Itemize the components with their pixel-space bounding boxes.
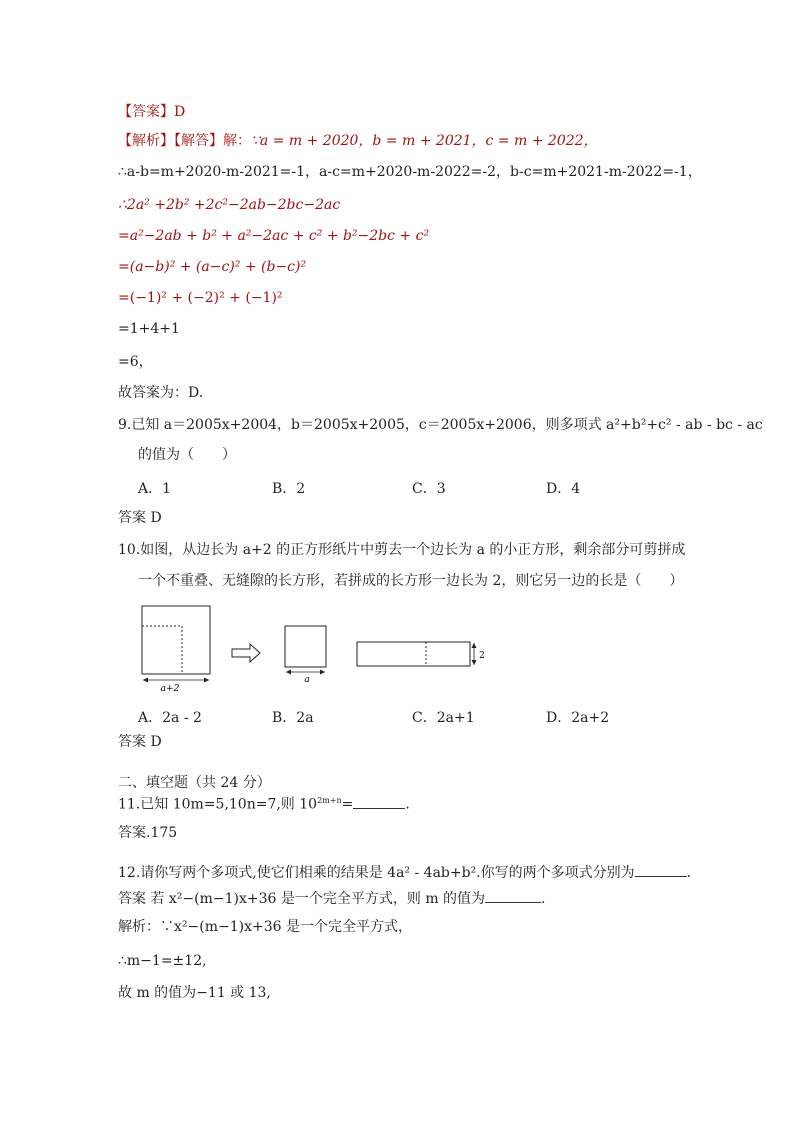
solution-conclusion: 故答案为：D. xyxy=(118,385,204,401)
answer-line xyxy=(118,103,185,121)
q12-blank xyxy=(635,864,687,877)
answer-label: 【答案】 xyxy=(118,104,174,120)
q9-stem-1: 9.已知 a＝2005x+2004，b＝2005x+2005，c＝2005x+2006，则多项式 a²+b²+c² - ab - bc - ac xyxy=(118,417,763,433)
small-square xyxy=(285,626,326,667)
q9-answer: 答案 D xyxy=(118,510,162,526)
q11-stem-text: 11.已知 10m=5,10n=7,则 10 xyxy=(118,796,318,813)
q10-stem-1: 10.如图，从边长为 a+2 的正方形纸片中剪去一个边长为 a 的小正方形，剩余部分可剪拼成 xyxy=(118,542,686,558)
solution-line-1: ∴a-b=m+2020-m-2021=-1，a-c=m+2020-m-2022=-2，b-c=m+2021-m-2022=-1， xyxy=(118,164,702,180)
q9-option-d: D．4 xyxy=(546,481,581,497)
q11-period: . xyxy=(405,796,410,813)
q10-option-d: D．2a+2 xyxy=(546,710,610,726)
q10-option-c: C．2a+1 xyxy=(412,710,475,726)
q10-stem-2: 一个不重叠、无缝隙的长方形，若拼成的长方形一边长为 2，则它另一边的长是（ ） xyxy=(138,573,684,589)
solution-label: 【解析】【解答】解： xyxy=(118,133,251,149)
answer-value: D xyxy=(174,104,186,120)
solution-line-2: ∴2a² +2b² +2c²−2ab−2bc−2ac xyxy=(118,197,341,213)
result-rectangle xyxy=(357,642,470,666)
q11-answer: 答案.175 xyxy=(118,825,178,841)
solution-line-6: =1+4+1 xyxy=(118,321,180,337)
q12-answer-line xyxy=(118,890,546,908)
q12-period: . xyxy=(686,865,692,881)
q12-solution-2: ∴m−1=±12, xyxy=(118,953,207,969)
q9-option-c: C．3 xyxy=(412,481,446,497)
q11-exponent: 2m+n xyxy=(317,796,342,805)
solution-line-4: =(a−b)² + (a−c)² + (b−c)² xyxy=(118,259,307,275)
section-title: 二、填空题（共 24 分） xyxy=(118,775,271,791)
q11-blank xyxy=(353,796,405,809)
cut-line xyxy=(142,626,182,674)
q12-solution-3: 故 m 的值为−11 或 13, xyxy=(118,985,271,1001)
q12-stem xyxy=(118,864,691,882)
q9-option-a: A．1 xyxy=(138,481,172,497)
q11-stem xyxy=(118,792,410,814)
big-square-label: a+2 xyxy=(160,684,180,694)
q10-answer: 答案 D xyxy=(118,734,162,750)
solution-line-3: =a²−2ab + b² + a²−2ac + c² + b²−2bc + c² xyxy=(118,228,430,244)
q12-answer-blank xyxy=(485,890,541,903)
q9-option-b: B．2 xyxy=(272,481,306,497)
q10-option-a: A．2a - 2 xyxy=(138,710,202,726)
q12-answer-text: 答案 若 x²−(m−1)x+36 是一个完全平方式，则 m 的值为 xyxy=(118,891,486,907)
q12-stem-text: 12.请你写两个多项式,使它们相乘的结果是 4a² - 4ab+b².你写的两个多项式分别为 xyxy=(118,865,635,881)
solution-given: ∵a = m + 2020，b = m + 2021，c = m + 2022， xyxy=(251,133,598,149)
rect-side-label: 2 xyxy=(479,651,485,661)
small-square-label: a xyxy=(304,675,310,685)
big-square xyxy=(142,606,210,674)
q10-figure xyxy=(130,600,490,695)
q11-equals: = xyxy=(341,796,354,813)
q10-option-b: B．2a xyxy=(272,710,314,726)
transform-arrow-icon xyxy=(232,644,260,662)
q12-solution-1: 解析：∵x²−(m−1)x+36 是一个完全平方式， xyxy=(118,919,412,935)
q9-stem-2: 的值为（ ） xyxy=(138,447,236,463)
q12-answer-period: . xyxy=(541,891,546,907)
solution-line-5: =(−1)² + (−2)² + (−1)² xyxy=(118,290,283,306)
solution-header xyxy=(118,132,598,150)
solution-line-7: =6， xyxy=(118,354,153,370)
